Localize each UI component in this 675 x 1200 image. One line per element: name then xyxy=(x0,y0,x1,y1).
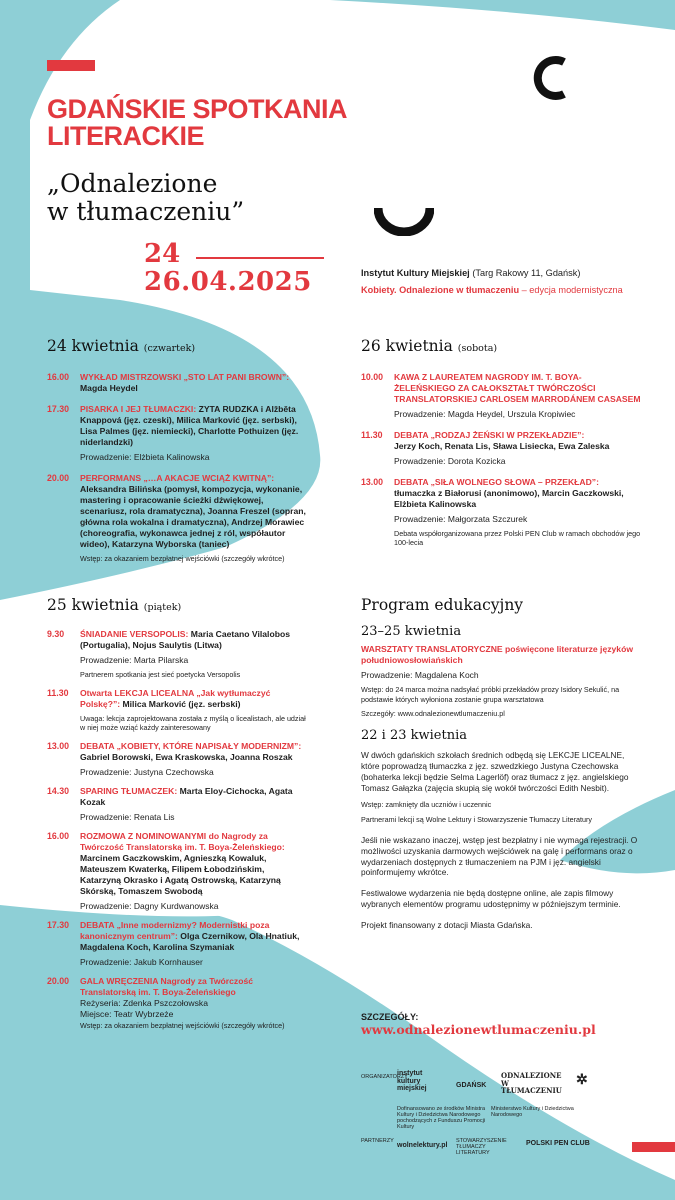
day-26-section xyxy=(361,337,641,548)
day-26-heading: 26 kwietnia (sobota) xyxy=(361,337,498,355)
info-online: Festiwalowe wydarzenia nie będą dostępne online, ale zapis filmowy wybranych elementów programu udostępnimy w późniejszym terminie. xyxy=(361,888,621,909)
u-logo-mark xyxy=(374,206,434,236)
stl-logo: STOWARZYSZENIE TŁUMACZY LITERATURY xyxy=(456,1138,507,1157)
wolne-lektury-logo: wolnelektury.pl xyxy=(397,1142,448,1149)
lessons-note: Wstęp: zamknięty dla uczniów i uczennic xyxy=(361,799,492,809)
venue-block xyxy=(361,265,661,299)
ministry-logo: Ministerstwo Kultury i Dziedzictwa Narodowego xyxy=(491,1106,574,1119)
festival-name-line2: LITERACKIE xyxy=(47,121,204,151)
event-24-2: 17.30 PISARKA I JEJ TŁUMACZKI: ZYTA RUDZKA i Alžběta Knappová (jęz. czeski), Milica Marković (jęz. serbski), Lisa Palmes (jęz. niemiecki), Charlotte Pothuizen (jęz. niderlandzki) Prowadzenie: Elżbieta Kalinowska xyxy=(47,404,299,462)
lessons-text: W dwóch gdańskich szkołach średnich odbędą się LEKCJE LICEALNE, które poprowadzą tłumaczka z jęz. szwedzkiego Justyna Czechowska (bohaterka lekcji będzie Selma Lagerlöf) oraz tłumacz z jęz. angielskiego Tomasz Gałązka (zajęcia skupią się wokół twórczości Edith Nesbit). xyxy=(361,750,629,793)
funding-note: Dofinansowano ze środków Ministra Kultury i Dziedzictwa Narodowego pochodzących z Funduszu Promocji Kultury xyxy=(397,1106,486,1131)
date-end: 26.04.2025 xyxy=(144,267,312,297)
gdansk-logo: GDAŃSK xyxy=(456,1082,487,1089)
event-24-3: 20.00 PERFORMANS „…A AKACJE WCIĄŻ KWITNĄ”: Aleksandra Bilińska (pomysł, kompozycja, wykonanie, mastering i opracowanie ścieżki dźwiękowej, scenariusz, rola dramatyczna), Joanna Freszel (sopran, główna rola wokalna i dramatyczna), Andrzej Morawiec (choreografia, wykonawca jednej z ról, współautor wideo), Katarzyna Wyborska (taniec) Wstęp: za okazaniem bezpłatnej wejściówki (szczegóły wkrótce) xyxy=(47,472,306,563)
workshop-dates: 23–25 kwietnia xyxy=(361,624,462,639)
c-logo-mark xyxy=(528,56,568,100)
top-accent-bar xyxy=(47,60,95,71)
ikm-logo: instytut kultury miejskiej xyxy=(397,1070,427,1093)
education-section xyxy=(361,596,641,930)
day-24-heading: 24 kwietnia (czwartek) xyxy=(47,337,196,355)
info-funding: Projekt finansowany z dotacji Miasta Gdańska. xyxy=(361,919,533,930)
education-heading: Program edukacyjny xyxy=(361,596,524,614)
event-25-1: 9.30 ŚNIADANIE VERSOPOLIS: Maria Caetano Vilalobos (Portugalia), Nojus Saulytis (Litwa) Prowadzenie: Marta Pilarska Partnerem spotkania jest sieć poetycka Versopolis xyxy=(47,629,290,679)
partner-mark-icon: ✲ xyxy=(576,1071,588,1087)
event-25-7: 20.00 GALA WRĘCZENIA Nagrody za Twórczość Translatorską im. T. Boya-Żeleńskiego Reżyseria: Zdenka Pszczołowska Miejsce: Teatr Wybrzeże Wstęp: za okazaniem bezpłatnej wejściówki (szczegóły wkrótce) xyxy=(47,975,285,1030)
day-25-section xyxy=(47,596,307,1030)
pen-club-logo: POLSKI PEN CLUB xyxy=(526,1140,590,1147)
event-26-1: 10.00 KAWA Z LAUREATEM NAGRODY IM. T. BOYA-ŻELEŃSKIEGO ZA CAŁOKSZTAŁT TWÓRCZOŚCI TRANSLATORSKIEJ CARLOSEM MARRODÁNEM CASASEM Prowadzenie: Magda Heydel, Urszula Kropiwiec xyxy=(361,372,641,419)
partners-label: PARTNERZY xyxy=(361,1138,394,1144)
event-25-4: 14.30 SPARING TŁUMACZEK: Marta Eloy-Cichocka, Agata Kozak Prowadzenie: Renata Lis xyxy=(47,785,293,822)
lessons-partners: Partnerami lekcji są Wolne Lektury i Stowarzyszenie Tłumaczy Literatury xyxy=(361,815,593,825)
event-26-3: 13.00 DEBATA „SIŁA WOLNEGO SŁOWA – PRZEKŁAD”: tłumaczka z Białorusi (anonimowo), Marcin Gaczkowski, Elżbieta Kalinowska Prowadzenie: Małgorzata Szczurek Debata współorganizowana przez Polski PEN Club w ramach obchodów jego 100-lecia xyxy=(361,476,641,548)
festival-name xyxy=(47,96,367,150)
day-24-section xyxy=(47,337,307,564)
event-26-2: 11.30 DEBATA „RODZAJ ŻEŃSKI W PRZEKŁADZIE”: Jerzy Koch, Renata Lis, Sława Lisiecka, Ewa Zaleska Prowadzenie: Dorota Kozicka xyxy=(361,429,610,466)
logos-strip xyxy=(361,1070,661,1165)
website-link[interactable]: www.odnalezionewtlumaczeniu.pl xyxy=(361,1022,596,1037)
event-25-2: 11.30 Otwarta LEKCJA LICEALNA „Jak wytłumaczyć Polskę?”: Milica Marković (jęz. serbski) Uwaga: lekcja zaprojektowana została z myślą o licealistach, ale udział w niej może wziąć każdy zainteresowany xyxy=(47,687,306,733)
theme-bold: Kobiety. Odnalezione w tłumaczeniu xyxy=(361,285,520,295)
organizers-label: ORGANIZATORZY xyxy=(361,1074,408,1080)
venue-address: (Targ Rakowy 11, Gdańsk) xyxy=(472,268,581,278)
day-25-heading: 25 kwietnia (piątek) xyxy=(47,596,182,614)
info-entry: Jeśli nie wskazano inaczej, wstęp jest bezpłatny i nie wymaga rejestracji. O możliwości uzyskania darmowych wejściówek na galę i performans oraz o wydarzeniach dostępnych z tłumaczeniem na PJM i jęz. angielski poinformujemy wkrótce. xyxy=(361,834,638,878)
event-24-1: 16.00 WYKŁAD MISTRZOWSKI „STO LAT PANI BROWN”: Magda Heydel xyxy=(47,372,290,393)
date-dash xyxy=(196,257,324,259)
workshop-block: WARSZTATY TRANSLATORYCZNE poświęcone literaturze języków południowosłowiańskich Prowadzenie: Magdalena Koch Wstęp: do 24 marca można nadsyłać próbki przekładów prozy Isidory Sekulić, na podstawie których wyłoniona zostanie grupa warsztatowa Szczegóły: www.odnalezionewtlumaczeniu.pl xyxy=(361,644,634,718)
event-25-3: 13.00 DEBATA „KOBIETY, KTÓRE NAPISAŁY MODERNIZM”: Gabriel Borowski, Ewa Kraskowska, Joanna Roszak Prowadzenie: Justyna Czechowska xyxy=(47,741,302,778)
date-start: 24 xyxy=(144,239,181,269)
festival-name-line1: GDAŃSKIE SPOTKANIA xyxy=(47,94,348,124)
edition-title xyxy=(47,170,367,226)
details-label: SZCZEGÓŁY: xyxy=(361,1012,419,1022)
event-25-5: 16.00 ROZMOWA Z NOMINOWANYMI do Nagrody za Twórczość Translatorską im. T. Boya-Żeleńskiego: Marcinem Gaczkowskim, Agnieszką Kowaluk, Mateuszem Kwaterką, Filipem Łobodzińskim, Katarzyną Okrasko i Agatą Ostrowską, Katarzyną Skórską, Tomaszem Swobodą Prowadzenie: Dagny Kurdwanowska xyxy=(47,830,285,911)
theme-rest: – edycja modernistyczna xyxy=(519,285,623,295)
venue-name: Instytut Kultury Miejskiej xyxy=(361,268,470,278)
event-25-6: 17.30 DEBATA „Inne modernizmy? Modernistki poza kanonicznym centrum”: Olga Czernikow, Ola Hnatiuk, Magdalena Koch, Karolina Szymaniak Prowadzenie: Jakub Kornhauser xyxy=(47,919,300,967)
edition-title-line2: w tłumaczeniu” xyxy=(47,197,245,226)
lessons-dates: 22 i 23 kwietnia xyxy=(361,728,467,744)
odnalezione-logo: ODNALEZIONE W TŁUMACZENIU xyxy=(501,1071,562,1096)
edition-title-line1: „Odnalezione xyxy=(47,169,218,198)
